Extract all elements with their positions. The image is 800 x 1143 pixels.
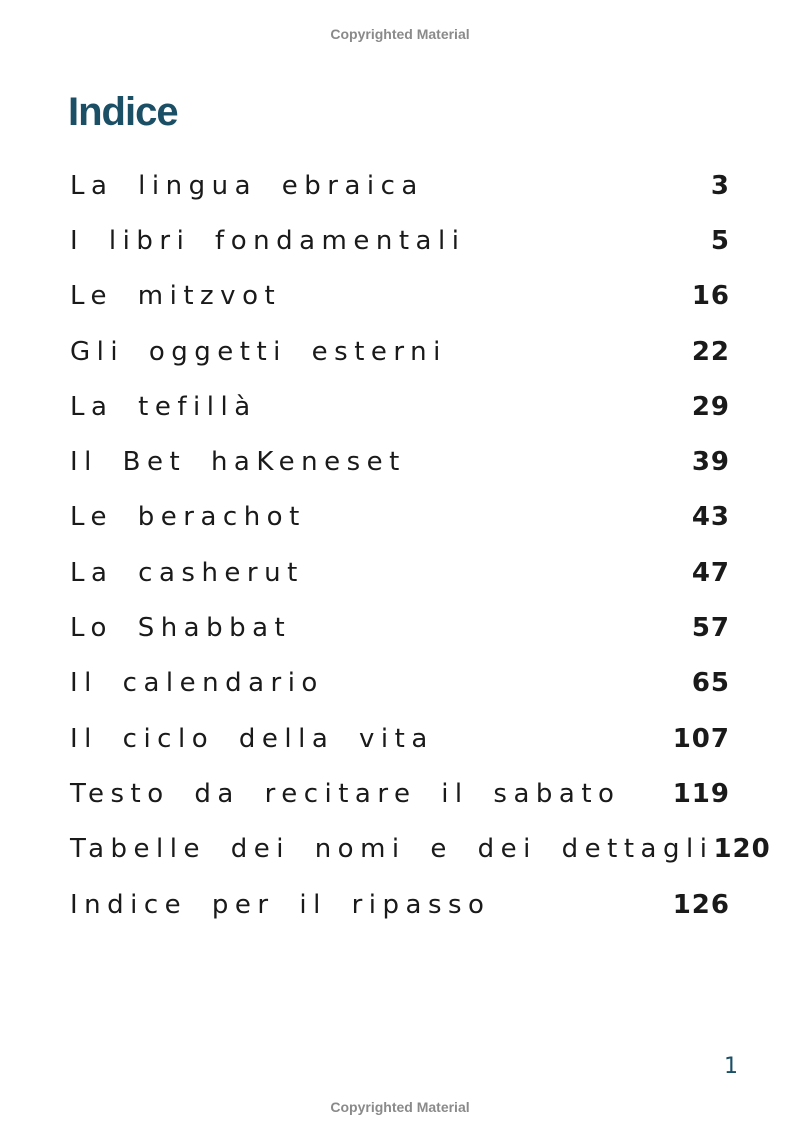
toc-entry[interactable] — [70, 269, 730, 324]
toc-entry-label: Il ciclo della vita — [70, 723, 434, 754]
toc-entry-page: 47 — [691, 557, 730, 588]
toc-entry-page: 43 — [691, 502, 730, 533]
copyright-watermark-top: Copyrighted Material — [330, 26, 470, 42]
toc-entry-label: Il calendario — [70, 668, 324, 699]
toc-entry-page: 65 — [691, 668, 730, 699]
toc-entry-page: 3 — [710, 170, 730, 201]
toc-entry-page: 16 — [691, 281, 730, 312]
toc-entry-label: Indice per il ripasso — [70, 889, 491, 920]
toc-entry[interactable] — [70, 656, 730, 711]
toc-entry[interactable] — [70, 545, 730, 600]
toc-entry[interactable] — [70, 324, 730, 379]
toc-entry-label: Le mitzvot — [70, 281, 282, 312]
toc-entry-label: Le berachot — [70, 502, 306, 533]
toc-entry[interactable] — [70, 490, 730, 545]
toc-entry[interactable] — [70, 711, 730, 766]
toc-entry-label: La lingua ebraica — [70, 170, 424, 201]
toc-entry-label: La casherut — [70, 557, 304, 588]
toc-entry[interactable] — [70, 158, 730, 213]
toc-entry-label: Il Bet haKeneset — [70, 447, 406, 478]
toc-entry-page: 29 — [691, 391, 730, 422]
toc-entry-page: 107 — [672, 723, 730, 754]
toc-entry[interactable] — [70, 434, 730, 489]
toc-entry-label: Gli oggetti esterni — [70, 336, 447, 367]
toc-entry-page: 39 — [691, 447, 730, 478]
toc-entry-page: 120 — [713, 834, 771, 865]
toc-entry-page: 119 — [672, 778, 730, 809]
toc-entry[interactable] — [70, 822, 771, 877]
toc-entry-page: 22 — [691, 336, 730, 367]
toc-entry-page: 126 — [672, 889, 730, 920]
toc-entry[interactable] — [70, 600, 730, 655]
toc-entry-label: La tefillà — [70, 391, 257, 422]
toc-entry-label: I libri fondamentali — [70, 225, 466, 256]
toc-entry-label: Testo da recitare il sabato — [70, 778, 621, 809]
table-of-contents — [70, 158, 771, 932]
toc-entry-label: Lo Shabbat — [70, 613, 292, 644]
page-title: Indice — [68, 90, 178, 134]
copyright-watermark-bottom: Copyrighted Material — [330, 1099, 470, 1115]
toc-entry[interactable] — [70, 766, 730, 821]
toc-entry[interactable] — [70, 213, 730, 268]
toc-entry-label: Tabelle dei nomi e dei dettagli — [70, 834, 714, 865]
page-number: 1 — [724, 1054, 738, 1079]
toc-entry-page: 5 — [710, 225, 730, 256]
toc-entry-page: 57 — [691, 613, 730, 644]
toc-entry[interactable] — [70, 379, 730, 434]
toc-entry[interactable] — [70, 877, 730, 932]
